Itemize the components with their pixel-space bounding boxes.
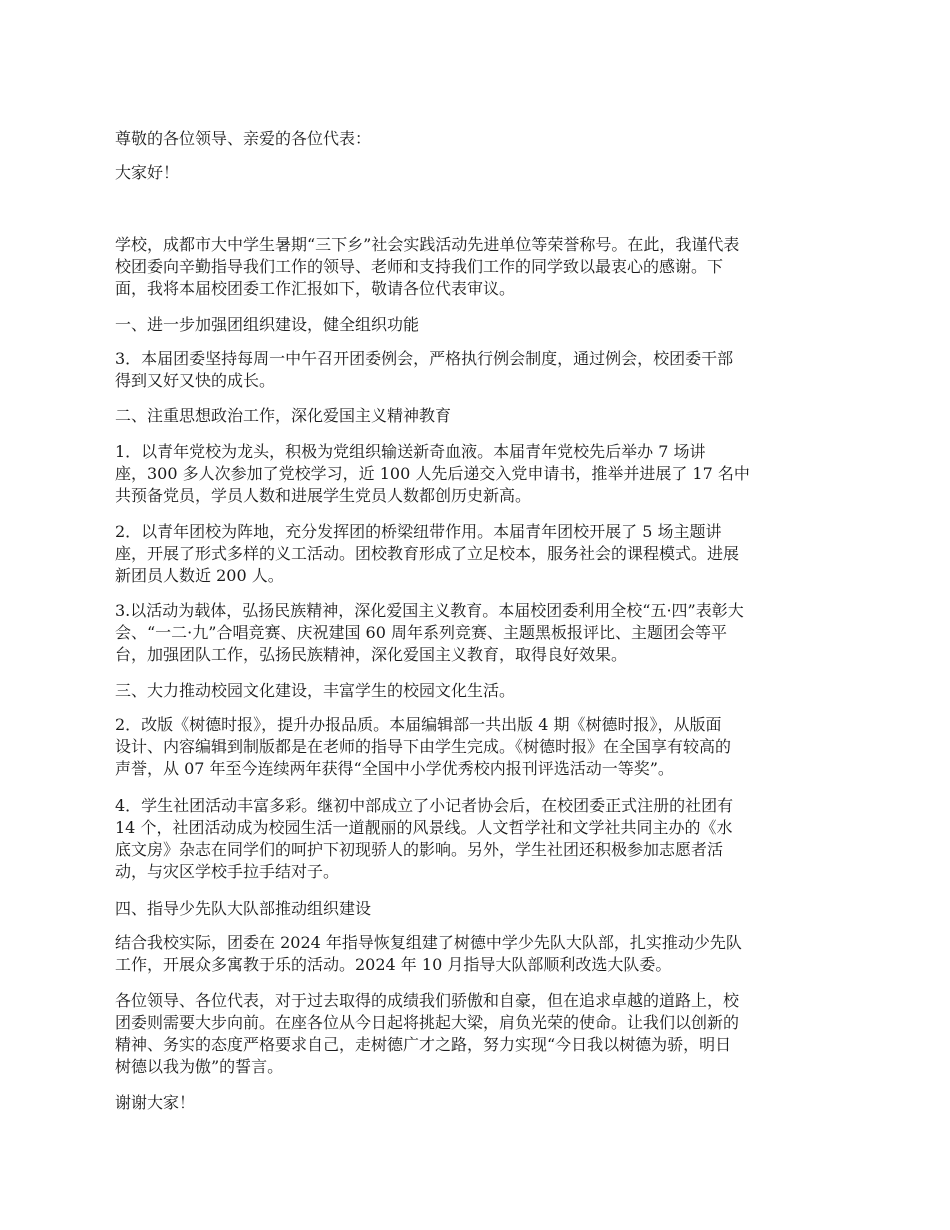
body-line: 底文房》杂志在同学们的呵护下初现骄人的影响。另外，学生社团还积极参加志愿者活 bbox=[115, 840, 724, 859]
section2-item3 bbox=[115, 600, 840, 666]
section2-item1 bbox=[115, 441, 840, 507]
body-line: 声誉，从 07 年至今连续两年获得“全国中小学优秀校内报刊评选活动一等奖”。 bbox=[115, 759, 674, 778]
greeting bbox=[115, 128, 840, 150]
section4-body bbox=[115, 932, 840, 976]
greeting-line: 尊敬的各位领导、亲爱的各位代表： bbox=[115, 129, 372, 148]
heading-line: 二、注重思想政治工作，深化爱国主义精神教育 bbox=[115, 406, 452, 425]
intro-line: 校团委向辛勤指导我们工作的领导、老师和支持我们工作的同学致以最衷心的感谢。下 bbox=[115, 257, 724, 276]
section3-heading bbox=[115, 680, 840, 702]
section3-item4 bbox=[115, 795, 840, 883]
body-line: 座，开展了形式多样的义工活动。团校教育形成了立足校本，服务社会的课程模式。进展 bbox=[115, 544, 740, 563]
section3-item2 bbox=[115, 714, 840, 780]
section4-heading bbox=[115, 898, 840, 920]
thanks bbox=[115, 1092, 840, 1114]
section2-item2 bbox=[115, 521, 840, 587]
body-line: 会、“一二·九”合唱竞赛、庆祝建国 60 周年系列竞赛、主题黑板报评比、主题团会等平 bbox=[115, 623, 727, 642]
intro-paragraph bbox=[115, 234, 840, 300]
body-line: 各位领导、各位代表，对于过去取得的成绩我们骄傲和自豪，但在追求卓越的道路上，校 bbox=[115, 991, 740, 1010]
body-line: 精神、务实的态度严格要求自己，走树德广才之路，努力实现“今日我以树德为骄，明日 bbox=[115, 1035, 732, 1054]
thanks-line: 谢谢大家！ bbox=[115, 1093, 196, 1112]
body-line: 2．以青年团校为阵地，充分发挥团的桥梁纽带作用。本届青年团校开展了 5 场主题讲 bbox=[115, 522, 722, 541]
section2-heading bbox=[115, 405, 840, 427]
heading-line: 三、大力推动校园文化建设，丰富学生的校园文化生活。 bbox=[115, 681, 516, 700]
body-line: 台，加强团队工作，弘扬民族精神，深化爱国主义教育，取得良好效果。 bbox=[115, 645, 628, 664]
hello bbox=[115, 162, 840, 184]
body-line: 新团员人数近 200 人。 bbox=[115, 566, 284, 585]
body-line: 树德以我为傲”的誓言。 bbox=[115, 1057, 284, 1076]
body-line: 共预备党员，学员人数和进展学生党员人数都创历史新高。 bbox=[115, 486, 532, 505]
section1-item3 bbox=[115, 348, 840, 392]
body-line: 得到又好又快的成长。 bbox=[115, 371, 276, 390]
intro-line: 面，我将本届校团委工作汇报如下，敬请各位代表审议。 bbox=[115, 279, 516, 298]
body-line: 1．以青年党校为龙头，积极为党组织输送新奇血液。本届青年党校先后举办 7 场讲 bbox=[115, 442, 706, 461]
body-line: 3．本届团委坚持每周一中午召开团委例会，严格执行例会制度，通过例会，校团委干部 bbox=[115, 349, 734, 368]
body-line: 4．学生社团活动丰富多彩。继初中部成立了小记者协会后，在校团委正式注册的社团有 bbox=[115, 796, 734, 815]
body-line: 座，300 多人次参加了党校学习，近 100 人先后递交入党申请书，推举并进展了 17 名中 bbox=[115, 464, 750, 483]
heading-line: 一、进一步加强团组织建设，健全组织功能 bbox=[115, 315, 420, 334]
body-line: 团委则需要大步向前。在座各位从今日起将挑起大梁，肩负光荣的使命。让我们以创新的 bbox=[115, 1013, 740, 1032]
section1-heading bbox=[115, 314, 840, 336]
body-line: 设计、内容编辑到制版都是在老师的指导下由学生完成。《树德时报》在全国享有较高的 bbox=[115, 737, 732, 756]
hello-line: 大家好！ bbox=[115, 163, 180, 182]
body-line: 14 个，社团活动成为校园生活一道靓丽的风景线。人文哲学社和文学社共同主办的《水 bbox=[115, 818, 733, 837]
body-line: 动，与灾区学校手拉手结对子。 bbox=[115, 862, 340, 881]
closing-paragraph bbox=[115, 990, 840, 1078]
body-line: 2．改版《树德时报》，提升办报品质。本届编辑部一共出版 4 期《树德时报》，从版面 bbox=[115, 715, 722, 734]
intro-line: 学校，成都市大中学生暑期“三下乡”社会实践活动先进单位等荣誉称号。在此，我谨代表 bbox=[115, 235, 740, 254]
heading-line: 四、指导少先队大队部推动组织建设 bbox=[115, 899, 372, 918]
body-line: 工作，开展众多寓教于乐的活动。2024 年 10 月指导大队部顺利改选大队委。 bbox=[115, 955, 672, 974]
body-line: 结合我校实际，团委在 2024 年指导恢复组建了树德中学少先队大队部，扎实推动少先队 bbox=[115, 933, 742, 952]
body-line: 3.以活动为载体，弘扬民族精神，深化爱国主义教育。本届校团委利用全校“五·四”表彰大 bbox=[115, 601, 744, 620]
